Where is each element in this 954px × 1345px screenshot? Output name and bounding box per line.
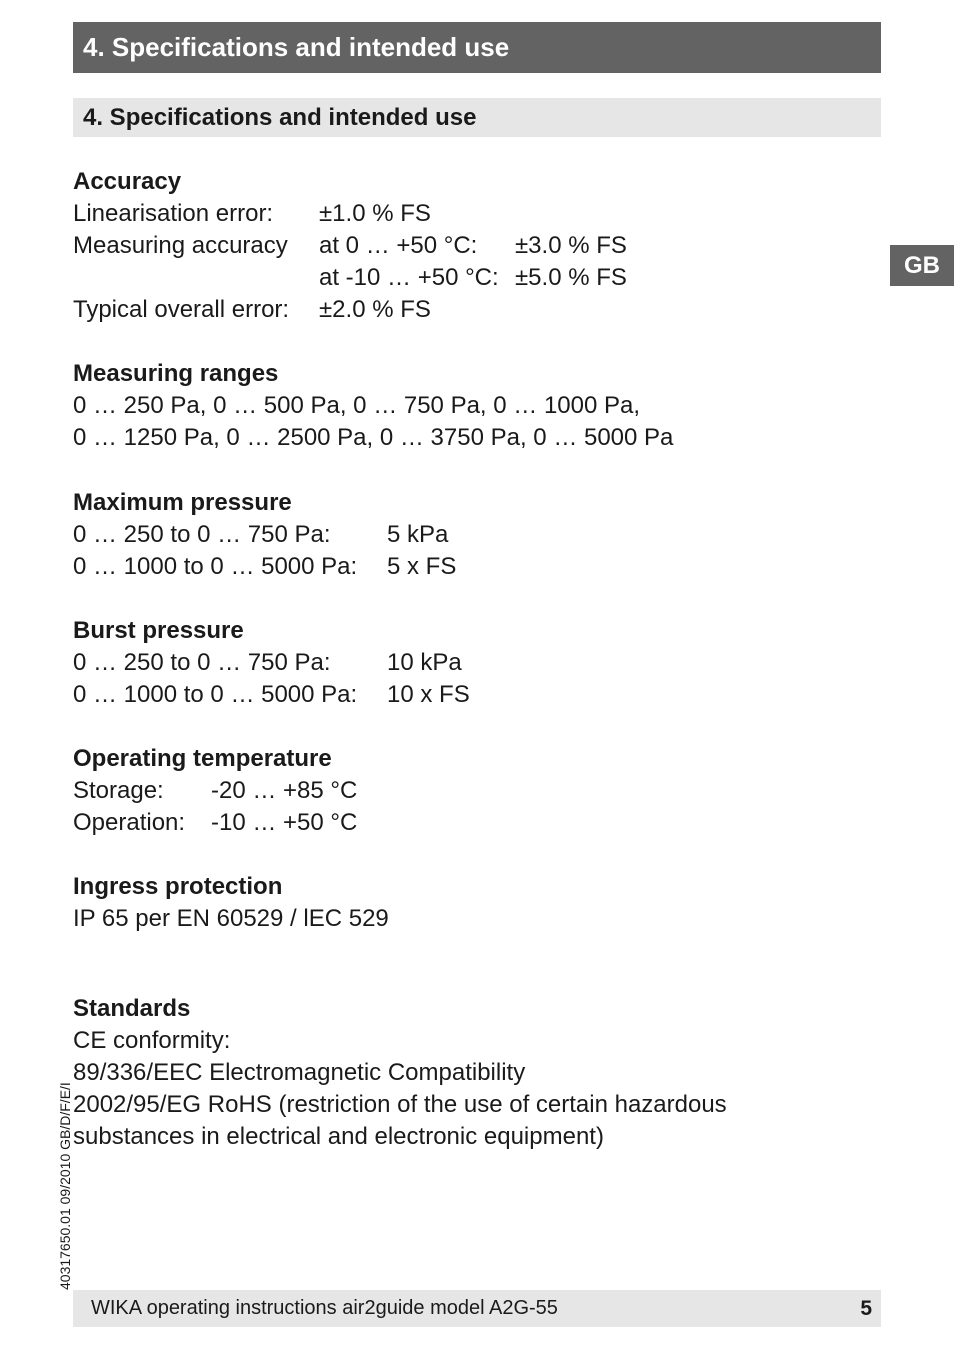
- max-pressure-row-2-value: 5 x FS: [387, 553, 457, 580]
- linearisation-label: Linearisation error:: [73, 200, 274, 227]
- standards-heading: Standards: [73, 995, 191, 1022]
- section-header: 4. Specifications and intended use: [73, 22, 881, 73]
- linearisation-value: ±1.0 % FS: [319, 200, 431, 227]
- page-footer: [73, 1290, 881, 1327]
- measuring-accuracy-condition-2: at -10 … +50 °C:: [319, 264, 499, 291]
- overall-error-value: ±2.0 % FS: [319, 296, 431, 323]
- accuracy-heading: Accuracy: [73, 168, 182, 195]
- footer-text: WIKA operating instructions air2guide model A2G-55: [91, 1297, 558, 1319]
- language-tab: GB: [890, 245, 954, 286]
- ingress-value: IP 65 per EN 60529 / lEC 529: [73, 905, 389, 932]
- ranges-line-2: 0 … 1250 Pa, 0 … 2500 Pa, 0 … 3750 Pa, 0 … 5000 Pa: [73, 424, 674, 451]
- temperature-heading: Operating temperature: [73, 745, 332, 772]
- standards-line-3: 2002/95/EG RoHS (restriction of the use of certain hazardous: [73, 1091, 727, 1118]
- document-code: 40317650.01 09/2010 GB/D/F/E/I: [57, 1082, 73, 1290]
- max-pressure-row-1-label: 0 … 250 to 0 … 750 Pa:: [73, 521, 331, 548]
- measuring-accuracy-condition-1: at 0 … +50 °C:: [319, 232, 478, 259]
- burst-pressure-row-1-label: 0 … 250 to 0 … 750 Pa:: [73, 649, 331, 676]
- measuring-accuracy-label: Measuring accuracy: [73, 232, 288, 259]
- burst-pressure-row-2-value: 10 x FS: [387, 681, 470, 708]
- section-subheader: 4. Specifications and intended use: [73, 98, 881, 137]
- storage-label: Storage:: [73, 777, 164, 804]
- ranges-line-1: 0 … 250 Pa, 0 … 500 Pa, 0 … 750 Pa, 0 … 1000 Pa,: [73, 392, 641, 419]
- storage-value: -20 … +85 °C: [211, 777, 358, 804]
- measuring-accuracy-value-1: ±3.0 % FS: [515, 232, 627, 259]
- standards-line-1: CE conformity:: [73, 1027, 231, 1054]
- page-number: 5: [860, 1297, 872, 1320]
- max-pressure-row-2-label: 0 … 1000 to 0 … 5000 Pa:: [73, 553, 358, 580]
- overall-error-label: Typical overall error:: [73, 296, 290, 323]
- max-pressure-heading: Maximum pressure: [73, 489, 292, 516]
- burst-pressure-row-2-label: 0 … 1000 to 0 … 5000 Pa:: [73, 681, 358, 708]
- ranges-heading: Measuring ranges: [73, 360, 279, 387]
- burst-pressure-heading: Burst pressure: [73, 617, 244, 644]
- ingress-heading: Ingress protection: [73, 873, 283, 900]
- operation-value: -10 … +50 °C: [211, 809, 358, 836]
- max-pressure-row-1-value: 5 kPa: [387, 521, 449, 548]
- burst-pressure-row-1-value: 10 kPa: [387, 649, 462, 676]
- standards-line-2: 89/336/EEC Electromagnetic Compatibility: [73, 1059, 526, 1086]
- operation-label: Operation:: [73, 809, 186, 836]
- standards-line-4: substances in electrical and electronic equipment): [73, 1123, 604, 1150]
- measuring-accuracy-value-2: ±5.0 % FS: [515, 264, 627, 291]
